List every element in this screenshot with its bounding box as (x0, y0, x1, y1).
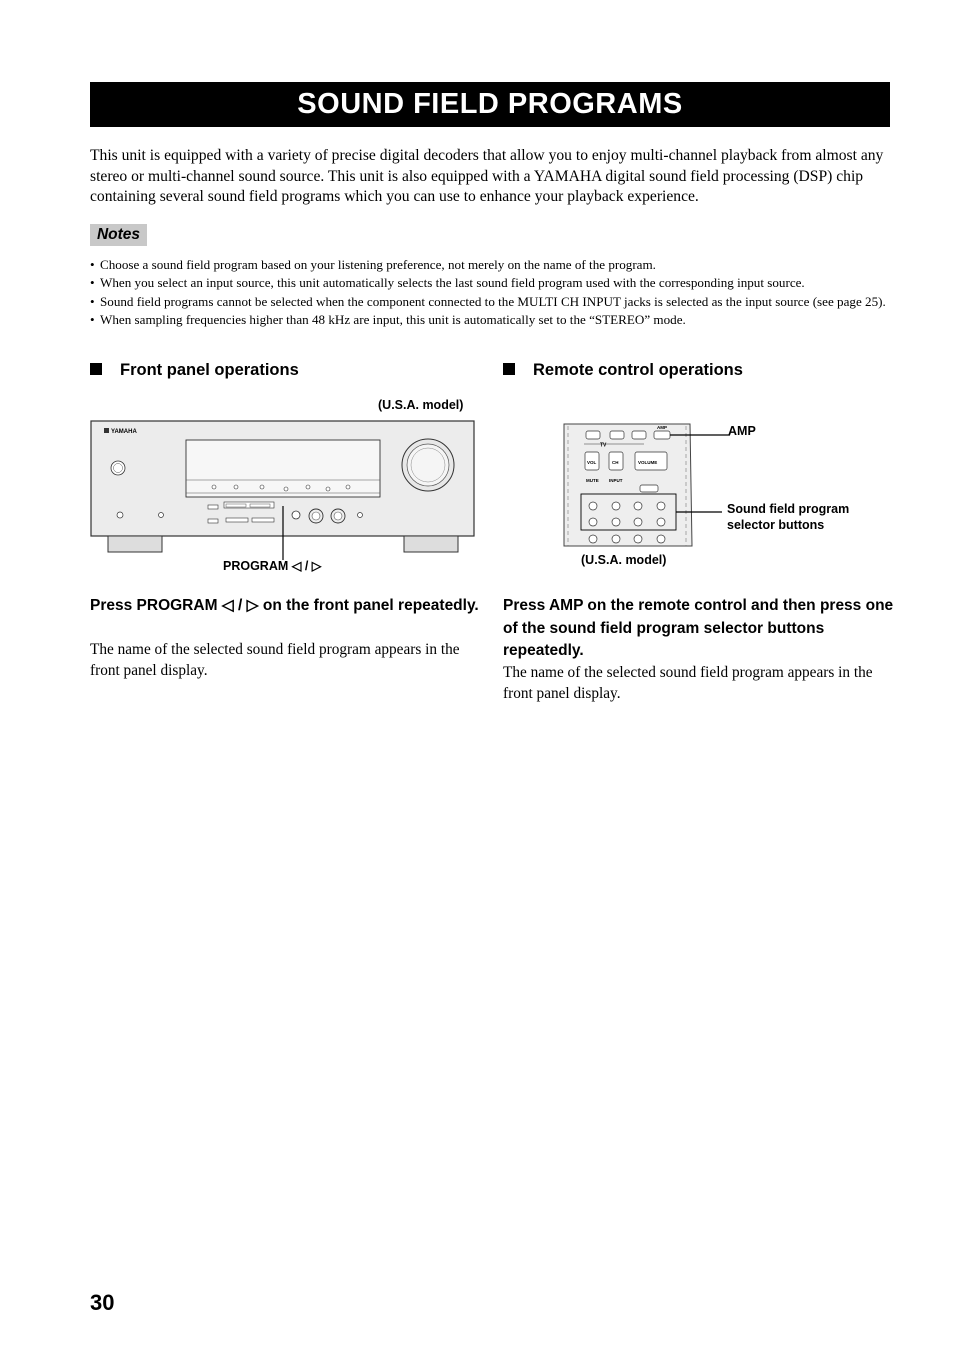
note-item: • Sound field programs cannot be selected when the component connected to the MULTI CH INPUT jacks is selected as the input source (see page 25). (90, 293, 895, 311)
remote-volume-label: VOLUME (638, 460, 658, 465)
remote-tv-label: TV (600, 442, 607, 449)
intro-paragraph: This unit is equipped with a variety of precise digital decoders that allow you to enjoy multi-channel playback from almost any stereo or multi-channel sound source. This unit is also equipped with a YAMAHA digital sound field processing (DSP) chip containing several sound field programs which you can use to enhance your playback experience. (90, 147, 884, 205)
selector-callout-line2: selector buttons (727, 518, 825, 532)
front-step-body: The name of the selected sound field program appears in the front panel display. (90, 641, 460, 679)
remote-amp-key-label: AMP (657, 425, 667, 430)
program-callout: PROGRAM ◁ / ▷ (223, 559, 322, 573)
remote-control-illustration (562, 422, 732, 550)
page-number: 30 (90, 1290, 115, 1315)
heading-square-icon (503, 363, 515, 375)
front-step-title: Press PROGRAM ◁ / ▷ on the front panel repeatedly. (90, 597, 479, 614)
page-title: SOUND FIELD PROGRAMS (90, 82, 890, 127)
remote-mute-label: MUTE (586, 478, 599, 483)
notes-list (90, 256, 895, 329)
remote-step-title: Press AMP on the remote control and then press one of the sound field program selector buttons repeatedly. (503, 597, 894, 659)
heading-square-icon (90, 363, 102, 375)
remote-heading-text: Remote control operations (533, 361, 743, 379)
front-panel-illustration (90, 420, 480, 560)
notes-label: Notes (90, 224, 147, 246)
front-model-label: (U.S.A. model) (378, 398, 464, 412)
amp-callout: AMP (728, 424, 756, 438)
remote-step-body: The name of the selected sound field program appears in the front panel display. (503, 664, 873, 702)
front-panel-heading-text: Front panel operations (120, 361, 299, 379)
front-panel-heading (90, 360, 299, 380)
remote-heading (503, 360, 743, 380)
remote-ch-label: CH (612, 460, 619, 465)
front-brand-logo: YAMAHA (111, 429, 137, 435)
selector-callout-line1: Sound field program (727, 502, 850, 516)
remote-input-label: INPUT (609, 478, 623, 483)
remote-model-label: (U.S.A. model) (581, 553, 667, 567)
remote-vol-label: VOL (587, 460, 597, 465)
note-item: • Choose a sound field program based on your listening preference, not merely on the name of the program. (90, 256, 895, 274)
note-item: • When sampling frequencies higher than 48 kHz are input, this unit is automatically set to the “STEREO” mode. (90, 311, 895, 329)
note-item: • When you select an input source, this unit automatically selects the last sound field program used with the corresponding input source. (90, 274, 895, 292)
